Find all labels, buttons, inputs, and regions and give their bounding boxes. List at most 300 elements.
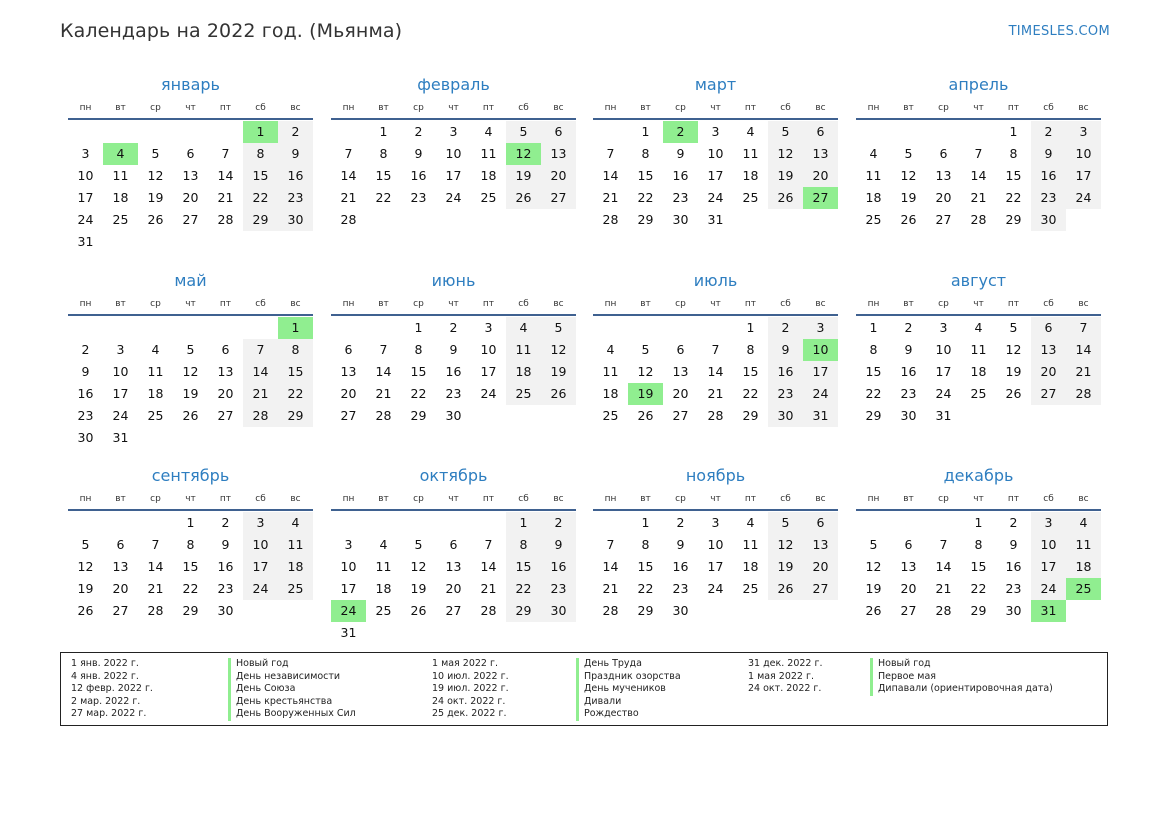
holiday-day-cell[interactable]: 2 — [663, 121, 698, 143]
day-cell[interactable]: 12 — [768, 534, 803, 556]
day-cell[interactable]: 20 — [900, 581, 917, 596]
day-cell[interactable]: 19 — [77, 581, 94, 596]
day-cell[interactable]: 28 — [970, 212, 987, 227]
day-cell[interactable]: 10 — [480, 342, 497, 357]
day-cell[interactable]: 2 — [221, 515, 230, 530]
day-cell[interactable]: 3 — [1031, 512, 1066, 534]
day-cell[interactable]: 24 — [1031, 578, 1066, 600]
day-cell[interactable]: 19 — [1005, 364, 1022, 379]
day-cell[interactable]: 23 — [77, 408, 94, 423]
day-cell[interactable]: 20 — [217, 386, 234, 401]
day-cell[interactable]: 29 — [410, 408, 427, 423]
day-cell[interactable]: 16 — [900, 364, 917, 379]
day-cell[interactable]: 20 — [1031, 361, 1066, 383]
day-cell[interactable]: 6 — [676, 342, 685, 357]
day-cell[interactable]: 23 — [278, 187, 313, 209]
day-cell[interactable]: 13 — [182, 168, 199, 183]
day-cell[interactable]: 23 — [1031, 187, 1066, 209]
day-cell[interactable]: 15 — [506, 556, 541, 578]
day-cell[interactable]: 3 — [243, 512, 278, 534]
day-cell[interactable]: 29 — [506, 600, 541, 622]
day-cell[interactable]: 19 — [506, 165, 541, 187]
day-cell[interactable]: 2 — [541, 512, 576, 534]
day-cell[interactable]: 20 — [445, 581, 462, 596]
day-cell[interactable]: 19 — [865, 581, 882, 596]
day-cell[interactable]: 14 — [935, 559, 952, 574]
day-cell[interactable]: 30 — [77, 430, 94, 445]
day-cell[interactable]: 26 — [637, 408, 654, 423]
day-cell[interactable]: 2 — [676, 515, 685, 530]
day-cell[interactable]: 29 — [1005, 212, 1022, 227]
day-cell[interactable]: 19 — [182, 386, 199, 401]
day-cell[interactable]: 16 — [541, 556, 576, 578]
day-cell[interactable]: 29 — [278, 405, 313, 427]
day-cell[interactable]: 31 — [707, 212, 724, 227]
day-cell[interactable]: 13 — [445, 559, 462, 574]
day-cell[interactable]: 17 — [340, 581, 357, 596]
day-cell[interactable]: 18 — [602, 386, 619, 401]
day-cell[interactable]: 1 — [974, 515, 983, 530]
day-cell[interactable]: 4 — [974, 320, 983, 335]
day-cell[interactable]: 27 — [935, 212, 952, 227]
day-cell[interactable]: 17 — [445, 168, 462, 183]
day-cell[interactable]: 24 — [243, 578, 278, 600]
day-cell[interactable]: 4 — [1066, 512, 1101, 534]
day-cell[interactable]: 9 — [221, 537, 230, 552]
day-cell[interactable]: 4 — [606, 342, 615, 357]
day-cell[interactable]: 16 — [672, 559, 689, 574]
day-cell[interactable]: 19 — [768, 165, 803, 187]
day-cell[interactable]: 22 — [243, 187, 278, 209]
day-cell[interactable]: 25 — [865, 212, 882, 227]
holiday-day-cell[interactable]: 25 — [1066, 578, 1101, 600]
day-cell[interactable]: 18 — [742, 168, 759, 183]
day-cell[interactable]: 29 — [182, 603, 199, 618]
holiday-day-cell[interactable]: 31 — [1031, 600, 1066, 622]
day-cell[interactable]: 26 — [768, 578, 803, 600]
day-cell[interactable]: 13 — [112, 559, 129, 574]
day-cell[interactable]: 28 — [602, 603, 619, 618]
day-cell[interactable]: 11 — [1066, 534, 1101, 556]
day-cell[interactable]: 11 — [602, 364, 619, 379]
day-cell[interactable]: 23 — [672, 190, 689, 205]
day-cell[interactable]: 21 — [480, 581, 497, 596]
day-cell[interactable]: 30 — [1031, 209, 1066, 231]
day-cell[interactable]: 13 — [803, 534, 838, 556]
day-cell[interactable]: 15 — [182, 559, 199, 574]
day-cell[interactable]: 22 — [410, 386, 427, 401]
day-cell[interactable]: 18 — [112, 190, 129, 205]
day-cell[interactable]: 25 — [742, 190, 759, 205]
day-cell[interactable]: 5 — [151, 146, 160, 161]
day-cell[interactable]: 14 — [243, 361, 278, 383]
day-cell[interactable]: 7 — [379, 342, 388, 357]
day-cell[interactable]: 3 — [484, 320, 493, 335]
day-cell[interactable]: 21 — [1066, 361, 1101, 383]
day-cell[interactable]: 20 — [112, 581, 129, 596]
day-cell[interactable]: 19 — [541, 361, 576, 383]
day-cell[interactable]: 11 — [147, 364, 164, 379]
day-cell[interactable]: 5 — [641, 342, 650, 357]
day-cell[interactable]: 10 — [445, 146, 462, 161]
day-cell[interactable]: 12 — [900, 168, 917, 183]
day-cell[interactable]: 21 — [340, 190, 357, 205]
day-cell[interactable]: 8 — [278, 339, 313, 361]
day-cell[interactable]: 20 — [182, 190, 199, 205]
holiday-day-cell[interactable]: 24 — [331, 600, 366, 622]
day-cell[interactable]: 26 — [77, 603, 94, 618]
day-cell[interactable]: 4 — [746, 515, 755, 530]
day-cell[interactable]: 15 — [865, 364, 882, 379]
day-cell[interactable]: 24 — [803, 383, 838, 405]
day-cell[interactable]: 21 — [147, 581, 164, 596]
day-cell[interactable]: 15 — [1005, 168, 1022, 183]
day-cell[interactable]: 17 — [480, 364, 497, 379]
day-cell[interactable]: 19 — [768, 556, 803, 578]
day-cell[interactable]: 9 — [904, 342, 913, 357]
day-cell[interactable]: 28 — [602, 212, 619, 227]
day-cell[interactable]: 26 — [768, 187, 803, 209]
day-cell[interactable]: 3 — [344, 537, 353, 552]
day-cell[interactable]: 12 — [541, 339, 576, 361]
day-cell[interactable]: 20 — [541, 165, 576, 187]
day-cell[interactable]: 25 — [970, 386, 987, 401]
day-cell[interactable]: 3 — [803, 317, 838, 339]
day-cell[interactable]: 30 — [217, 603, 234, 618]
day-cell[interactable]: 5 — [1009, 320, 1018, 335]
day-cell[interactable]: 11 — [970, 342, 987, 357]
day-cell[interactable]: 8 — [414, 342, 423, 357]
day-cell[interactable]: 20 — [935, 190, 952, 205]
day-cell[interactable]: 4 — [869, 146, 878, 161]
day-cell[interactable]: 6 — [116, 537, 125, 552]
day-cell[interactable]: 20 — [672, 386, 689, 401]
day-cell[interactable]: 25 — [742, 581, 759, 596]
day-cell[interactable]: 27 — [112, 603, 129, 618]
day-cell[interactable]: 6 — [939, 146, 948, 161]
day-cell[interactable]: 19 — [410, 581, 427, 596]
day-cell[interactable]: 23 — [445, 386, 462, 401]
day-cell[interactable]: 21 — [707, 386, 724, 401]
day-cell[interactable]: 13 — [935, 168, 952, 183]
day-cell[interactable]: 28 — [217, 212, 234, 227]
day-cell[interactable]: 1 — [506, 512, 541, 534]
day-cell[interactable]: 26 — [865, 603, 882, 618]
day-cell[interactable]: 1 — [641, 124, 650, 139]
day-cell[interactable]: 9 — [81, 364, 90, 379]
day-cell[interactable]: 1 — [414, 320, 423, 335]
day-cell[interactable]: 22 — [865, 386, 882, 401]
day-cell[interactable]: 14 — [1066, 339, 1101, 361]
day-cell[interactable]: 19 — [147, 190, 164, 205]
day-cell[interactable]: 9 — [676, 537, 685, 552]
day-cell[interactable]: 21 — [602, 581, 619, 596]
day-cell[interactable]: 8 — [746, 342, 755, 357]
day-cell[interactable]: 18 — [375, 581, 392, 596]
day-cell[interactable]: 21 — [217, 190, 234, 205]
day-cell[interactable]: 14 — [217, 168, 234, 183]
day-cell[interactable]: 14 — [602, 168, 619, 183]
day-cell[interactable]: 8 — [379, 146, 388, 161]
day-cell[interactable]: 3 — [711, 124, 720, 139]
day-cell[interactable]: 7 — [606, 146, 615, 161]
day-cell[interactable]: 6 — [541, 121, 576, 143]
day-cell[interactable]: 11 — [742, 146, 759, 161]
day-cell[interactable]: 8 — [186, 537, 195, 552]
day-cell[interactable]: 7 — [711, 342, 720, 357]
day-cell[interactable]: 17 — [243, 556, 278, 578]
day-cell[interactable]: 30 — [768, 405, 803, 427]
holiday-day-cell[interactable]: 12 — [506, 143, 541, 165]
day-cell[interactable]: 14 — [480, 559, 497, 574]
day-cell[interactable]: 17 — [112, 386, 129, 401]
day-cell[interactable]: 16 — [768, 361, 803, 383]
day-cell[interactable]: 8 — [641, 537, 650, 552]
day-cell[interactable]: 7 — [974, 146, 983, 161]
day-cell[interactable]: 29 — [865, 408, 882, 423]
day-cell[interactable]: 7 — [1066, 317, 1101, 339]
day-cell[interactable]: 3 — [81, 146, 90, 161]
day-cell[interactable]: 25 — [480, 190, 497, 205]
day-cell[interactable]: 31 — [112, 430, 129, 445]
day-cell[interactable]: 17 — [707, 559, 724, 574]
day-cell[interactable]: 27 — [541, 187, 576, 209]
day-cell[interactable]: 7 — [606, 537, 615, 552]
holiday-day-cell[interactable]: 1 — [278, 317, 313, 339]
day-cell[interactable]: 14 — [147, 559, 164, 574]
day-cell[interactable]: 5 — [186, 342, 195, 357]
day-cell[interactable]: 28 — [707, 408, 724, 423]
day-cell[interactable]: 24 — [707, 581, 724, 596]
day-cell[interactable]: 1 — [641, 515, 650, 530]
day-cell[interactable]: 2 — [449, 320, 458, 335]
day-cell[interactable]: 14 — [340, 168, 357, 183]
day-cell[interactable]: 17 — [1066, 165, 1101, 187]
day-cell[interactable]: 16 — [672, 168, 689, 183]
holiday-day-cell[interactable]: 19 — [628, 383, 663, 405]
day-cell[interactable]: 15 — [375, 168, 392, 183]
day-cell[interactable]: 30 — [445, 408, 462, 423]
day-cell[interactable]: 5 — [768, 121, 803, 143]
day-cell[interactable]: 13 — [1031, 339, 1066, 361]
day-cell[interactable]: 26 — [541, 383, 576, 405]
day-cell[interactable]: 23 — [1005, 581, 1022, 596]
day-cell[interactable]: 1 — [1009, 124, 1018, 139]
day-cell[interactable]: 28 — [1066, 383, 1101, 405]
day-cell[interactable]: 29 — [637, 603, 654, 618]
day-cell[interactable]: 31 — [803, 405, 838, 427]
day-cell[interactable]: 6 — [221, 342, 230, 357]
day-cell[interactable]: 22 — [742, 386, 759, 401]
day-cell[interactable]: 14 — [707, 364, 724, 379]
day-cell[interactable]: 5 — [869, 537, 878, 552]
day-cell[interactable]: 14 — [375, 364, 392, 379]
day-cell[interactable]: 11 — [112, 168, 129, 183]
day-cell[interactable]: 25 — [112, 212, 129, 227]
day-cell[interactable]: 11 — [865, 168, 882, 183]
day-cell[interactable]: 5 — [904, 146, 913, 161]
day-cell[interactable]: 13 — [803, 143, 838, 165]
day-cell[interactable]: 10 — [112, 364, 129, 379]
day-cell[interactable]: 26 — [410, 603, 427, 618]
day-cell[interactable]: 15 — [637, 559, 654, 574]
day-cell[interactable]: 20 — [803, 556, 838, 578]
holiday-day-cell[interactable]: 10 — [803, 339, 838, 361]
day-cell[interactable]: 9 — [768, 339, 803, 361]
day-cell[interactable]: 15 — [970, 559, 987, 574]
day-cell[interactable]: 13 — [541, 143, 576, 165]
day-cell[interactable]: 31 — [77, 234, 94, 249]
day-cell[interactable]: 10 — [707, 537, 724, 552]
day-cell[interactable]: 18 — [865, 190, 882, 205]
day-cell[interactable]: 1 — [186, 515, 195, 530]
holiday-day-cell[interactable]: 4 — [103, 143, 138, 165]
day-cell[interactable]: 27 — [900, 603, 917, 618]
day-cell[interactable]: 13 — [900, 559, 917, 574]
day-cell[interactable]: 11 — [278, 534, 313, 556]
day-cell[interactable]: 20 — [340, 386, 357, 401]
day-cell[interactable]: 26 — [506, 187, 541, 209]
day-cell[interactable]: 23 — [768, 383, 803, 405]
day-cell[interactable]: 18 — [480, 168, 497, 183]
day-cell[interactable]: 21 — [602, 190, 619, 205]
day-cell[interactable]: 5 — [506, 121, 541, 143]
day-cell[interactable]: 11 — [506, 339, 541, 361]
day-cell[interactable]: 2 — [278, 121, 313, 143]
day-cell[interactable]: 24 — [445, 190, 462, 205]
day-cell[interactable]: 18 — [147, 386, 164, 401]
day-cell[interactable]: 15 — [637, 168, 654, 183]
day-cell[interactable]: 18 — [1066, 556, 1101, 578]
day-cell[interactable]: 27 — [340, 408, 357, 423]
day-cell[interactable]: 30 — [900, 408, 917, 423]
day-cell[interactable]: 25 — [506, 383, 541, 405]
day-cell[interactable]: 12 — [147, 168, 164, 183]
day-cell[interactable]: 12 — [182, 364, 199, 379]
day-cell[interactable]: 10 — [935, 342, 952, 357]
day-cell[interactable]: 28 — [935, 603, 952, 618]
day-cell[interactable]: 27 — [1031, 383, 1066, 405]
day-cell[interactable]: 2 — [1031, 121, 1066, 143]
day-cell[interactable]: 1 — [746, 320, 755, 335]
day-cell[interactable]: 8 — [506, 534, 541, 556]
day-cell[interactable]: 30 — [278, 209, 313, 231]
day-cell[interactable]: 17 — [707, 168, 724, 183]
day-cell[interactable]: 2 — [81, 342, 90, 357]
day-cell[interactable]: 10 — [1031, 534, 1066, 556]
day-cell[interactable]: 10 — [1066, 143, 1101, 165]
day-cell[interactable]: 6 — [186, 146, 195, 161]
day-cell[interactable]: 23 — [410, 190, 427, 205]
day-cell[interactable]: 29 — [970, 603, 987, 618]
day-cell[interactable]: 28 — [340, 212, 357, 227]
day-cell[interactable]: 4 — [746, 124, 755, 139]
day-cell[interactable]: 15 — [410, 364, 427, 379]
day-cell[interactable]: 1 — [379, 124, 388, 139]
day-cell[interactable]: 16 — [410, 168, 427, 183]
day-cell[interactable]: 3 — [116, 342, 125, 357]
day-cell[interactable]: 9 — [278, 143, 313, 165]
day-cell[interactable]: 3 — [939, 320, 948, 335]
day-cell[interactable]: 7 — [484, 537, 493, 552]
day-cell[interactable]: 8 — [974, 537, 983, 552]
day-cell[interactable]: 6 — [1031, 317, 1066, 339]
day-cell[interactable]: 18 — [278, 556, 313, 578]
day-cell[interactable]: 9 — [676, 146, 685, 161]
day-cell[interactable]: 8 — [243, 143, 278, 165]
day-cell[interactable]: 11 — [480, 146, 497, 161]
day-cell[interactable]: 24 — [1066, 187, 1101, 209]
day-cell[interactable]: 20 — [803, 165, 838, 187]
day-cell[interactable]: 6 — [803, 512, 838, 534]
day-cell[interactable]: 27 — [445, 603, 462, 618]
day-cell[interactable]: 23 — [217, 581, 234, 596]
day-cell[interactable]: 21 — [970, 190, 987, 205]
day-cell[interactable]: 2 — [904, 320, 913, 335]
day-cell[interactable]: 3 — [449, 124, 458, 139]
day-cell[interactable]: 12 — [768, 143, 803, 165]
day-cell[interactable]: 4 — [278, 512, 313, 534]
day-cell[interactable]: 22 — [506, 578, 541, 600]
day-cell[interactable]: 28 — [147, 603, 164, 618]
day-cell[interactable]: 8 — [1009, 146, 1018, 161]
day-cell[interactable]: 30 — [672, 603, 689, 618]
day-cell[interactable]: 23 — [672, 581, 689, 596]
day-cell[interactable]: 6 — [803, 121, 838, 143]
day-cell[interactable]: 13 — [672, 364, 689, 379]
day-cell[interactable]: 16 — [1031, 165, 1066, 187]
day-cell[interactable]: 2 — [414, 124, 423, 139]
day-cell[interactable]: 8 — [641, 146, 650, 161]
day-cell[interactable]: 17 — [77, 190, 94, 205]
day-cell[interactable]: 17 — [803, 361, 838, 383]
day-cell[interactable]: 24 — [935, 386, 952, 401]
day-cell[interactable]: 22 — [637, 190, 654, 205]
day-cell[interactable]: 27 — [672, 408, 689, 423]
day-cell[interactable]: 14 — [970, 168, 987, 183]
day-cell[interactable]: 28 — [243, 405, 278, 427]
day-cell[interactable]: 25 — [602, 408, 619, 423]
day-cell[interactable]: 30 — [541, 600, 576, 622]
day-cell[interactable]: 15 — [243, 165, 278, 187]
day-cell[interactable]: 4 — [484, 124, 493, 139]
day-cell[interactable]: 5 — [541, 317, 576, 339]
day-cell[interactable]: 23 — [541, 578, 576, 600]
day-cell[interactable]: 14 — [602, 559, 619, 574]
day-cell[interactable]: 16 — [77, 386, 94, 401]
day-cell[interactable]: 26 — [1005, 386, 1022, 401]
day-cell[interactable]: 6 — [344, 342, 353, 357]
day-cell[interactable]: 10 — [707, 146, 724, 161]
holiday-day-cell[interactable]: 1 — [243, 121, 278, 143]
day-cell[interactable]: 21 — [375, 386, 392, 401]
day-cell[interactable]: 7 — [344, 146, 353, 161]
day-cell[interactable]: 29 — [637, 212, 654, 227]
day-cell[interactable]: 24 — [707, 190, 724, 205]
day-cell[interactable]: 18 — [742, 559, 759, 574]
day-cell[interactable]: 25 — [278, 578, 313, 600]
day-cell[interactable]: 28 — [480, 603, 497, 618]
day-cell[interactable]: 22 — [182, 581, 199, 596]
day-cell[interactable]: 5 — [768, 512, 803, 534]
day-cell[interactable]: 12 — [77, 559, 94, 574]
day-cell[interactable]: 13 — [340, 364, 357, 379]
day-cell[interactable]: 3 — [711, 515, 720, 530]
day-cell[interactable]: 27 — [803, 578, 838, 600]
day-cell[interactable]: 22 — [278, 383, 313, 405]
day-cell[interactable]: 28 — [375, 408, 392, 423]
day-cell[interactable]: 24 — [112, 408, 129, 423]
